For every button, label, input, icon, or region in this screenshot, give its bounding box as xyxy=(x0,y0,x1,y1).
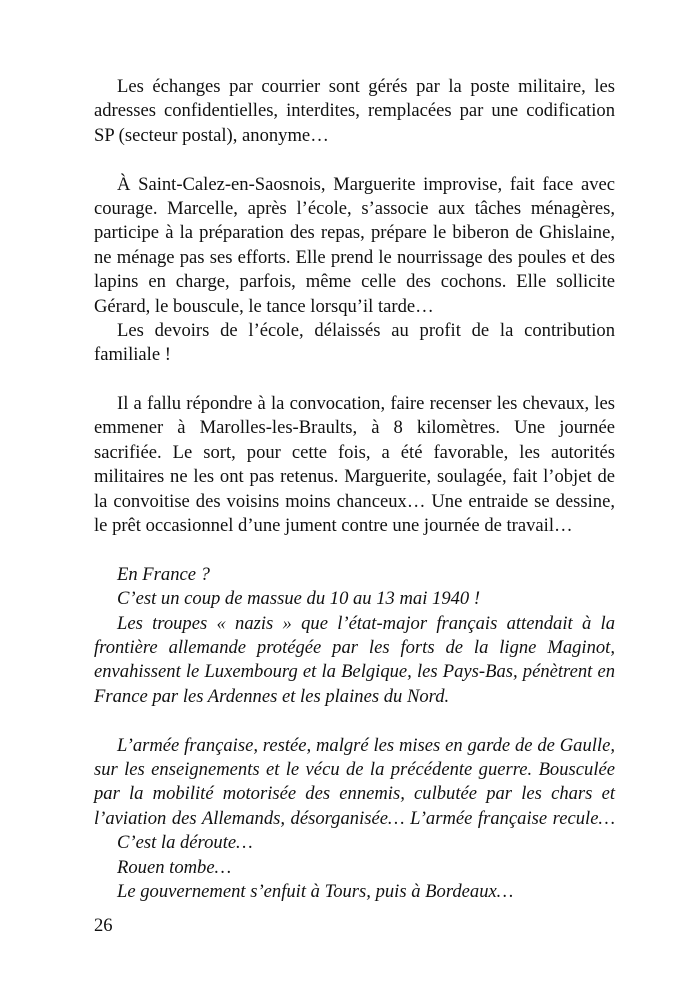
text-line: lapins en charge, parfois, même celle des cochons. Elle sollicite xyxy=(94,271,615,293)
paragraph-devoirs xyxy=(94,319,615,368)
text-line: adresses confidentielles, interdites, remplacées par une codification xyxy=(94,100,615,122)
text-line: Les troupes « nazis » que l’état-major français attendait à la xyxy=(117,612,615,634)
text-line: Les échanges par courrier sont gérés par la poste militaire, les xyxy=(117,76,615,97)
text-line: participe à la préparation des repas, prépare le biberon de Ghislaine, xyxy=(94,222,615,244)
paragraph-saint-calez xyxy=(94,173,615,319)
text-line: la convoitise des voisins moins chanceux… Une entraide se dessine, xyxy=(94,490,615,512)
text-line: sur les enseignements et le vécu de la précédente guerre. Bousculée xyxy=(94,758,615,780)
text-line: envahissent le Luxembourg et la Belgique, les Pays-Bas, pénètrent en xyxy=(94,661,615,683)
text-line: En France ? xyxy=(117,563,210,585)
paragraph-en-france xyxy=(94,563,615,709)
text-line: Rouen tombe… xyxy=(117,856,232,878)
text-line: France par les Ardennes et les plaines du Nord. xyxy=(94,685,450,707)
text-line: Les devoirs de l’école, délaissés au profit de la contribution xyxy=(117,319,615,341)
text-line: C’est un coup de massue du 10 au 13 mai 1940 ! xyxy=(117,588,481,610)
text-line: familiale ! xyxy=(94,344,171,366)
text-line: emmener à Marolles-les-Braults, à 8 kilomètres. Une journée xyxy=(94,417,615,439)
text-line: L’armée française, restée, malgré les mises en garde de de Gaulle, xyxy=(117,734,615,756)
text-line: frontière allemande protégée par les forts de la ligne Maginot, xyxy=(94,636,615,658)
text-line: le prêt occasionnel d’une jument contre une journée de travail… xyxy=(94,515,573,537)
text-line: ne ménage pas ses efforts. Elle prend le nourrissage des poules et des xyxy=(94,246,615,268)
text-line: C’est la déroute… xyxy=(117,832,253,854)
paragraph-courrier xyxy=(94,75,615,148)
text-line: courage. Marcelle, après l’école, s’associe aux tâches ménagères, xyxy=(94,197,615,219)
text-line: SP (secteur postal), anonyme… xyxy=(94,124,329,146)
text-line: Le gouvernement s’enfuit à Tours, puis à Bordeaux… xyxy=(117,880,514,902)
page-body xyxy=(94,75,615,904)
text-line: Gérard, le bouscule, le tance lorsqu’il tarde… xyxy=(94,295,434,317)
text-line: Il a fallu répondre à la convocation, faire recenser les chevaux, les xyxy=(117,393,615,415)
text-line: militaires ne les ont pas retenus. Marguerite, soulagée, fait l’objet de xyxy=(94,466,615,488)
paragraph-convocation xyxy=(94,392,615,538)
page-number: 26 xyxy=(94,915,113,936)
text-line: par la mobilité motorisée des ennemis, culbutée par les chars et xyxy=(94,783,615,805)
text-line: sacrifiée. Le sort, pour cette fois, a été favorable, les autorités xyxy=(94,441,615,463)
text-line: l’aviation des Allemands, désorganisée… L’armée française recule… xyxy=(94,807,615,829)
text-line: À Saint-Calez-en-Saosnois, Marguerite improvise, fait face avec xyxy=(117,173,615,195)
paragraph-armee xyxy=(94,734,615,905)
